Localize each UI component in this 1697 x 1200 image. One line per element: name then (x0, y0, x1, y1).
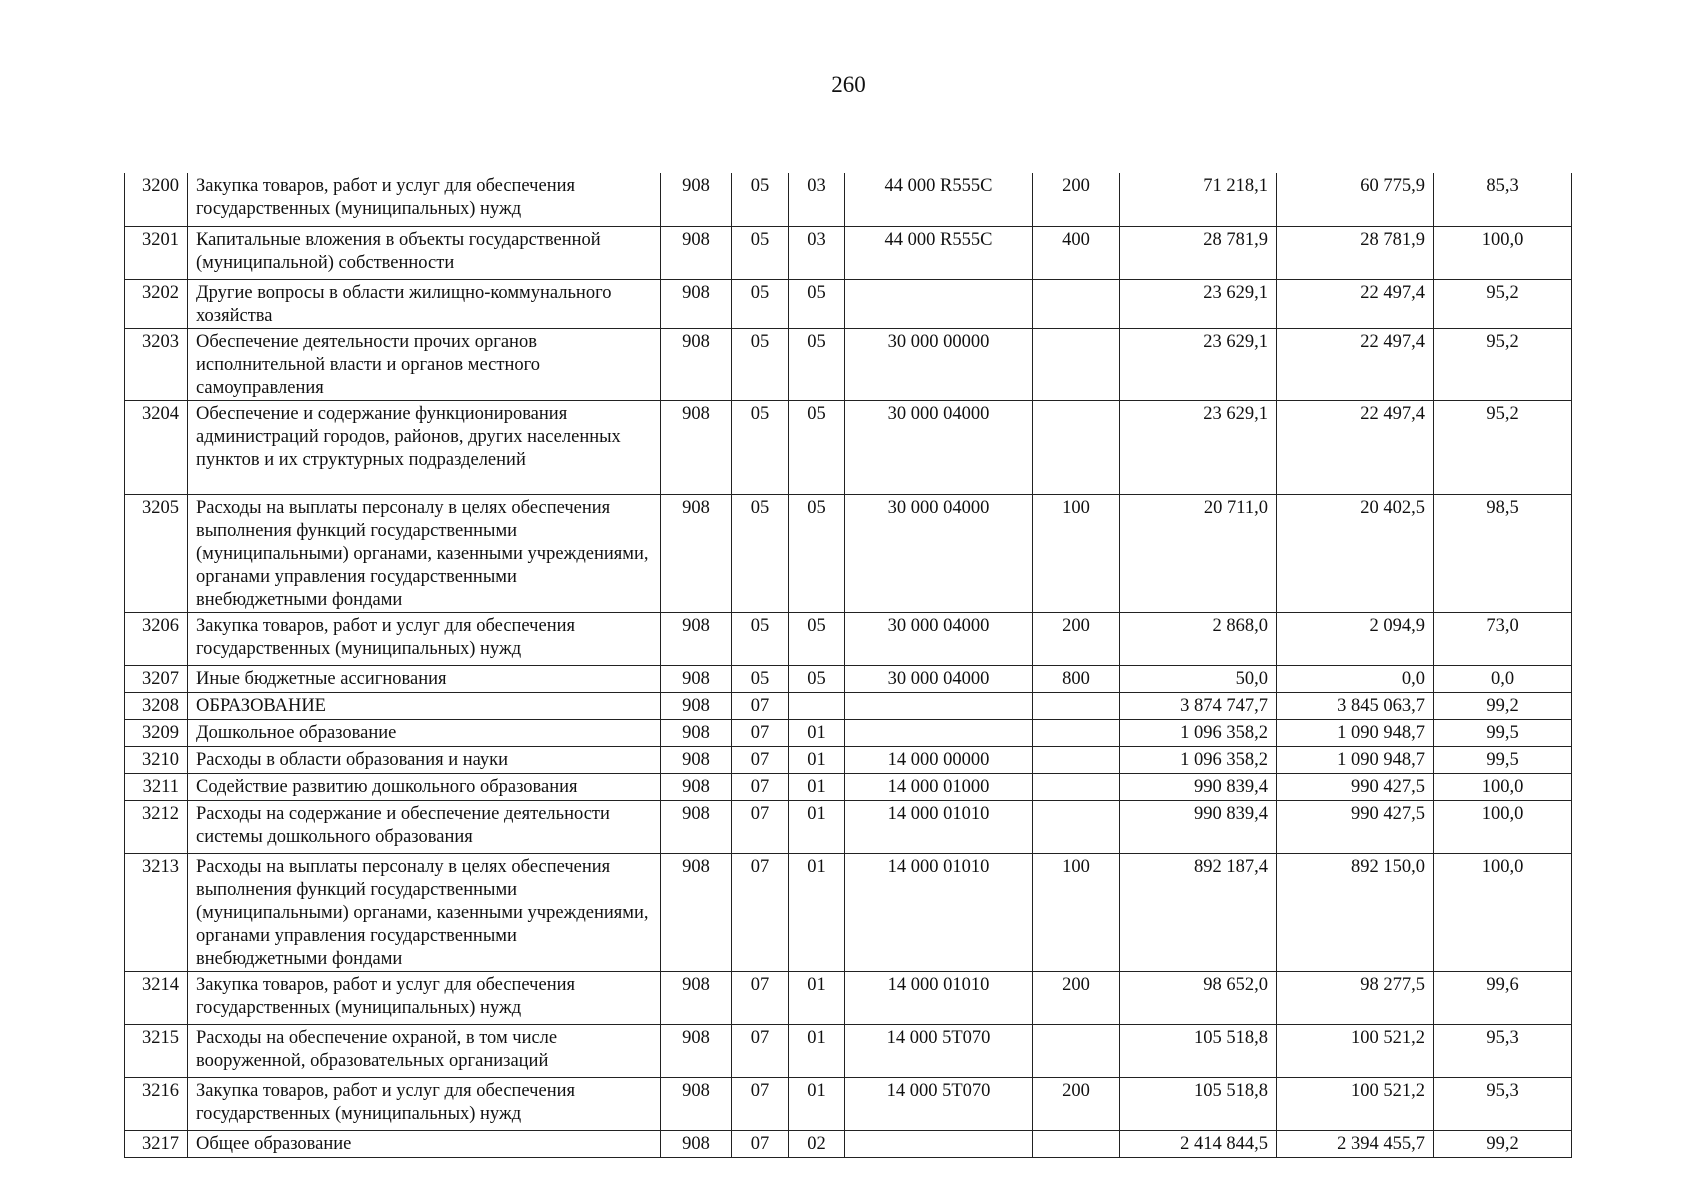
page-number: 260 (831, 72, 866, 97)
actual-amount-cell: 892 150,0 (1277, 853, 1434, 971)
item-name-cell: Другие вопросы в области жилищно-коммунального хозяйства (188, 279, 661, 328)
actual-amount-cell: 100 521,2 (1277, 1024, 1434, 1077)
actual-amount-cell: 22 497,4 (1277, 279, 1434, 328)
item-name-cell: ОБРАЗОВАНИЕ (188, 692, 661, 719)
target-article-cell: 44 000 R555C (845, 173, 1033, 226)
expense-type-cell: 200 (1033, 173, 1120, 226)
department-code-cell: 908 (661, 494, 732, 612)
table-row (125, 226, 1572, 279)
section-code-cell: 07 (732, 1077, 789, 1130)
actual-amount-cell: 28 781,9 (1277, 226, 1434, 279)
row-number-cell: 3211 (125, 773, 188, 800)
department-code-cell: 908 (661, 612, 732, 665)
section-code-cell: 07 (732, 800, 789, 853)
table-row (125, 719, 1572, 746)
subsection-code-cell: 05 (789, 665, 845, 692)
plan-amount-cell: 990 839,4 (1120, 773, 1277, 800)
plan-amount-cell: 28 781,9 (1120, 226, 1277, 279)
section-code-cell: 05 (732, 665, 789, 692)
expense-type-cell: 100 (1033, 494, 1120, 612)
row-number-cell: 3216 (125, 1077, 188, 1130)
actual-amount-cell: 60 775,9 (1277, 173, 1434, 226)
plan-amount-cell: 2 414 844,5 (1120, 1130, 1277, 1157)
target-article-cell: 44 000 R555C (845, 226, 1033, 279)
target-article-cell: 30 000 04000 (845, 494, 1033, 612)
item-name-cell: Обеспечение деятельности прочих органов исполнительной власти и органов местного самоуправления (188, 328, 661, 400)
row-number-cell: 3212 (125, 800, 188, 853)
subsection-code-cell: 05 (789, 612, 845, 665)
row-number-cell: 3201 (125, 226, 188, 279)
expense-type-cell (1033, 719, 1120, 746)
target-article-cell (845, 279, 1033, 328)
execution-percent-cell: 100,0 (1434, 226, 1572, 279)
item-name-cell: Капитальные вложения в объекты государственной (муниципальной) собственности (188, 226, 661, 279)
row-number-cell: 3217 (125, 1130, 188, 1157)
subsection-code-cell: 01 (789, 1024, 845, 1077)
subsection-code-cell: 05 (789, 328, 845, 400)
section-code-cell: 05 (732, 400, 789, 494)
execution-percent-cell: 95,2 (1434, 328, 1572, 400)
expense-type-cell (1033, 692, 1120, 719)
table-row (125, 1024, 1572, 1077)
target-article-cell: 14 000 01010 (845, 971, 1033, 1024)
execution-percent-cell: 85,3 (1434, 173, 1572, 226)
expense-type-cell (1033, 279, 1120, 328)
plan-amount-cell: 3 874 747,7 (1120, 692, 1277, 719)
department-code-cell: 908 (661, 692, 732, 719)
execution-percent-cell: 95,3 (1434, 1024, 1572, 1077)
section-code-cell: 07 (732, 853, 789, 971)
plan-amount-cell: 50,0 (1120, 665, 1277, 692)
item-name-cell: Расходы на выплаты персоналу в целях обеспечения выполнения функций государственными (муниципальными) органами, казенными учреждениями, органами управления государственными внебюджетными фондами (188, 494, 661, 612)
plan-amount-cell: 105 518,8 (1120, 1024, 1277, 1077)
row-number-cell: 3206 (125, 612, 188, 665)
actual-amount-cell: 20 402,5 (1277, 494, 1434, 612)
actual-amount-cell: 2 094,9 (1277, 612, 1434, 665)
table-row (125, 800, 1572, 853)
department-code-cell: 908 (661, 400, 732, 494)
target-article-cell: 30 000 04000 (845, 612, 1033, 665)
table-row (125, 400, 1572, 494)
section-code-cell: 07 (732, 971, 789, 1024)
target-article-cell: 14 000 00000 (845, 746, 1033, 773)
target-article-cell (845, 692, 1033, 719)
department-code-cell: 908 (661, 1130, 732, 1157)
execution-percent-cell: 98,5 (1434, 494, 1572, 612)
target-article-cell: 14 000 5Т070 (845, 1024, 1033, 1077)
item-name-cell: Закупка товаров, работ и услуг для обеспечения государственных (муниципальных) нужд (188, 173, 661, 226)
execution-percent-cell: 73,0 (1434, 612, 1572, 665)
actual-amount-cell: 3 845 063,7 (1277, 692, 1434, 719)
item-name-cell: Общее образование (188, 1130, 661, 1157)
subsection-code-cell: 01 (789, 1077, 845, 1130)
expense-type-cell: 100 (1033, 853, 1120, 971)
department-code-cell: 908 (661, 173, 732, 226)
execution-percent-cell: 99,2 (1434, 692, 1572, 719)
row-number-cell: 3208 (125, 692, 188, 719)
department-code-cell: 908 (661, 746, 732, 773)
item-name-cell: Дошкольное образование (188, 719, 661, 746)
execution-percent-cell: 100,0 (1434, 853, 1572, 971)
item-name-cell: Закупка товаров, работ и услуг для обеспечения государственных (муниципальных) нужд (188, 612, 661, 665)
section-code-cell: 05 (732, 494, 789, 612)
execution-percent-cell: 95,2 (1434, 400, 1572, 494)
table-row (125, 279, 1572, 328)
expense-type-cell (1033, 1024, 1120, 1077)
actual-amount-cell: 1 090 948,7 (1277, 719, 1434, 746)
section-code-cell: 05 (732, 226, 789, 279)
subsection-code-cell: 05 (789, 494, 845, 612)
execution-percent-cell: 100,0 (1434, 800, 1572, 853)
actual-amount-cell: 98 277,5 (1277, 971, 1434, 1024)
department-code-cell: 908 (661, 279, 732, 328)
department-code-cell: 908 (661, 853, 732, 971)
plan-amount-cell: 1 096 358,2 (1120, 746, 1277, 773)
execution-percent-cell: 99,6 (1434, 971, 1572, 1024)
subsection-code-cell (789, 692, 845, 719)
actual-amount-cell: 100 521,2 (1277, 1077, 1434, 1130)
expense-type-cell: 800 (1033, 665, 1120, 692)
table-row (125, 328, 1572, 400)
execution-percent-cell: 99,5 (1434, 746, 1572, 773)
table-row (125, 746, 1572, 773)
table-body (125, 173, 1572, 1157)
department-code-cell: 908 (661, 800, 732, 853)
row-number-cell: 3215 (125, 1024, 188, 1077)
department-code-cell: 908 (661, 328, 732, 400)
actual-amount-cell: 22 497,4 (1277, 400, 1434, 494)
row-number-cell: 3214 (125, 971, 188, 1024)
subsection-code-cell: 05 (789, 400, 845, 494)
expense-type-cell: 200 (1033, 971, 1120, 1024)
expense-type-cell (1033, 400, 1120, 494)
table-row (125, 1077, 1572, 1130)
row-number-cell: 3209 (125, 719, 188, 746)
row-number-cell: 3213 (125, 853, 188, 971)
expense-type-cell (1033, 800, 1120, 853)
department-code-cell: 908 (661, 1077, 732, 1130)
section-code-cell: 05 (732, 328, 789, 400)
expense-type-cell (1033, 746, 1120, 773)
actual-amount-cell: 22 497,4 (1277, 328, 1434, 400)
plan-amount-cell: 892 187,4 (1120, 853, 1277, 971)
target-article-cell: 14 000 5Т070 (845, 1077, 1033, 1130)
target-article-cell: 30 000 00000 (845, 328, 1033, 400)
plan-amount-cell: 23 629,1 (1120, 279, 1277, 328)
table-row (125, 853, 1572, 971)
item-name-cell: Расходы на обеспечение охраной, в том числе вооруженной, образовательных организаций (188, 1024, 661, 1077)
item-name-cell: Иные бюджетные ассигнования (188, 665, 661, 692)
plan-amount-cell: 23 629,1 (1120, 328, 1277, 400)
department-code-cell: 908 (661, 1024, 732, 1077)
plan-amount-cell: 105 518,8 (1120, 1077, 1277, 1130)
target-article-cell: 30 000 04000 (845, 400, 1033, 494)
row-number-cell: 3203 (125, 328, 188, 400)
subsection-code-cell: 01 (789, 773, 845, 800)
expense-type-cell: 200 (1033, 1077, 1120, 1130)
execution-percent-cell: 95,3 (1434, 1077, 1572, 1130)
row-number-cell: 3207 (125, 665, 188, 692)
subsection-code-cell: 03 (789, 173, 845, 226)
expense-type-cell: 400 (1033, 226, 1120, 279)
expense-type-cell (1033, 773, 1120, 800)
item-name-cell: Содействие развитию дошкольного образования (188, 773, 661, 800)
execution-percent-cell: 0,0 (1434, 665, 1572, 692)
plan-amount-cell: 71 218,1 (1120, 173, 1277, 226)
target-article-cell: 14 000 01010 (845, 800, 1033, 853)
target-article-cell: 14 000 01000 (845, 773, 1033, 800)
expense-type-cell (1033, 1130, 1120, 1157)
subsection-code-cell: 03 (789, 226, 845, 279)
table-row (125, 773, 1572, 800)
target-article-cell: 14 000 01010 (845, 853, 1033, 971)
row-number-cell: 3204 (125, 400, 188, 494)
department-code-cell: 908 (661, 971, 732, 1024)
department-code-cell: 908 (661, 665, 732, 692)
plan-amount-cell: 2 868,0 (1120, 612, 1277, 665)
expense-type-cell (1033, 328, 1120, 400)
subsection-code-cell: 05 (789, 279, 845, 328)
plan-amount-cell: 20 711,0 (1120, 494, 1277, 612)
plan-amount-cell: 990 839,4 (1120, 800, 1277, 853)
section-code-cell: 07 (732, 746, 789, 773)
row-number-cell: 3200 (125, 173, 188, 226)
plan-amount-cell: 1 096 358,2 (1120, 719, 1277, 746)
actual-amount-cell: 990 427,5 (1277, 773, 1434, 800)
row-number-cell: 3202 (125, 279, 188, 328)
item-name-cell: Закупка товаров, работ и услуг для обеспечения государственных (муниципальных) нужд (188, 971, 661, 1024)
execution-percent-cell: 95,2 (1434, 279, 1572, 328)
target-article-cell: 30 000 04000 (845, 665, 1033, 692)
subsection-code-cell: 01 (789, 746, 845, 773)
expense-type-cell: 200 (1033, 612, 1120, 665)
subsection-code-cell: 01 (789, 800, 845, 853)
table-row (125, 665, 1572, 692)
actual-amount-cell: 990 427,5 (1277, 800, 1434, 853)
table-row (125, 612, 1572, 665)
plan-amount-cell: 23 629,1 (1120, 400, 1277, 494)
department-code-cell: 908 (661, 719, 732, 746)
table-row (125, 971, 1572, 1024)
section-code-cell: 07 (732, 1024, 789, 1077)
item-name-cell: Закупка товаров, работ и услуг для обеспечения государственных (муниципальных) нужд (188, 1077, 661, 1130)
section-code-cell: 07 (732, 692, 789, 719)
subsection-code-cell: 01 (789, 971, 845, 1024)
subsection-code-cell: 01 (789, 853, 845, 971)
row-number-cell: 3205 (125, 494, 188, 612)
target-article-cell (845, 719, 1033, 746)
subsection-code-cell: 01 (789, 719, 845, 746)
table-row (125, 494, 1572, 612)
section-code-cell: 07 (732, 719, 789, 746)
item-name-cell: Расходы на содержание и обеспечение деятельности системы дошкольного образования (188, 800, 661, 853)
actual-amount-cell: 0,0 (1277, 665, 1434, 692)
item-name-cell: Обеспечение и содержание функционирования администраций городов, районов, других населенных пунктов и их структурных подразделений (188, 400, 661, 494)
execution-percent-cell: 99,2 (1434, 1130, 1572, 1157)
item-name-cell: Расходы на выплаты персоналу в целях обеспечения выполнения функций государственными (муниципальными) органами, казенными учреждениями, органами управления государственными внебюджетными фондами (188, 853, 661, 971)
item-name-cell: Расходы в области образования и науки (188, 746, 661, 773)
actual-amount-cell: 1 090 948,7 (1277, 746, 1434, 773)
section-code-cell: 07 (732, 1130, 789, 1157)
row-number-cell: 3210 (125, 746, 188, 773)
table-row (125, 173, 1572, 226)
subsection-code-cell: 02 (789, 1130, 845, 1157)
department-code-cell: 908 (661, 226, 732, 279)
execution-percent-cell: 99,5 (1434, 719, 1572, 746)
target-article-cell (845, 1130, 1033, 1157)
actual-amount-cell: 2 394 455,7 (1277, 1130, 1434, 1157)
section-code-cell: 05 (732, 279, 789, 328)
execution-percent-cell: 100,0 (1434, 773, 1572, 800)
budget-table (124, 173, 1572, 1158)
section-code-cell: 05 (732, 173, 789, 226)
table-row (125, 692, 1572, 719)
section-code-cell: 05 (732, 612, 789, 665)
plan-amount-cell: 98 652,0 (1120, 971, 1277, 1024)
department-code-cell: 908 (661, 773, 732, 800)
table-row (125, 1130, 1572, 1157)
section-code-cell: 07 (732, 773, 789, 800)
